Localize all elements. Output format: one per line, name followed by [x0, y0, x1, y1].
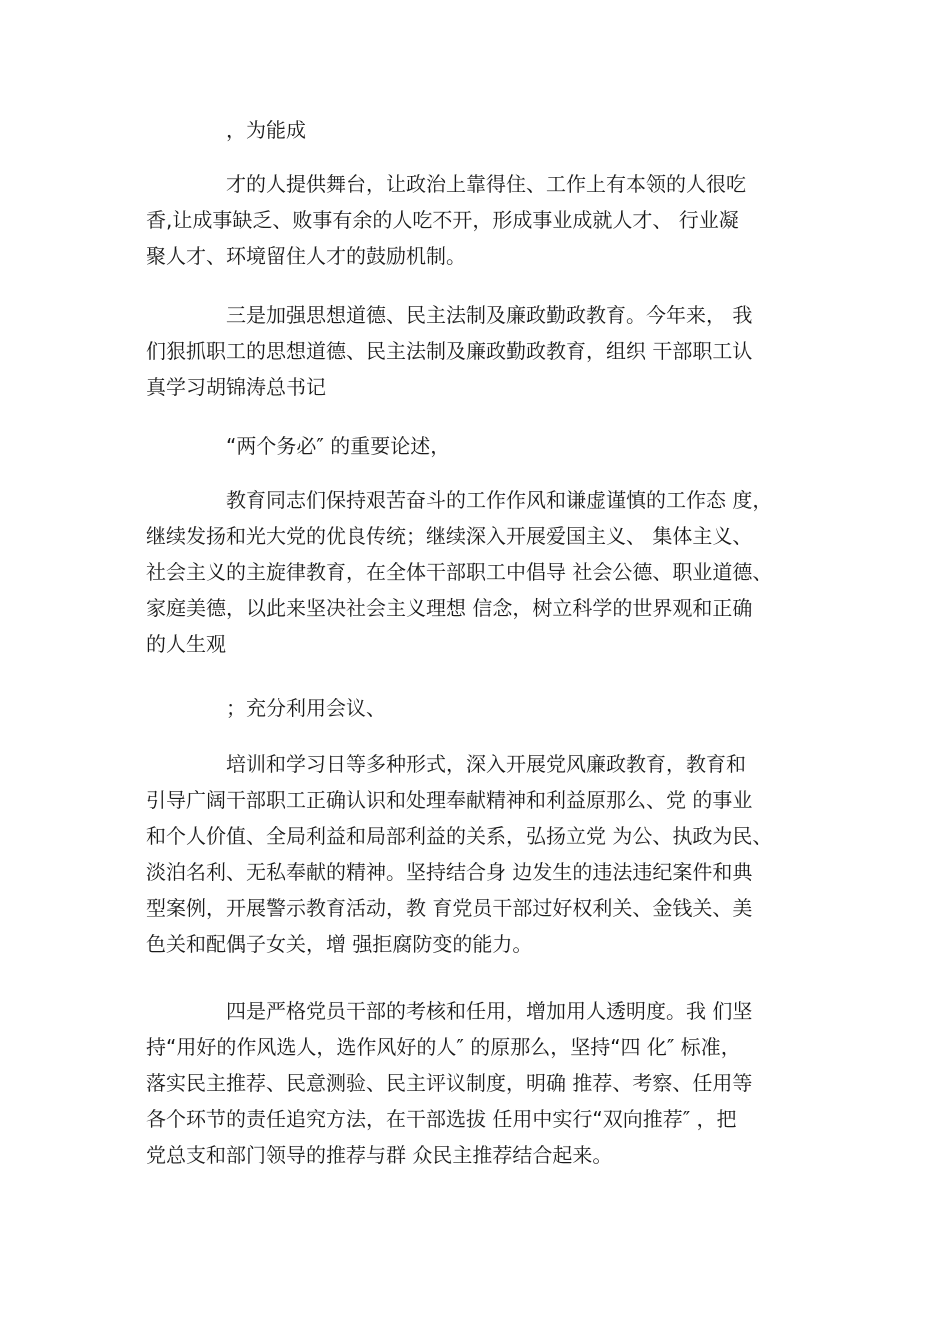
- text-line: 真学习胡锦涛总书记: [146, 375, 326, 399]
- text-line: 淡泊名利、无私奉献的精神。坚持结合身 边发生的违法违纪案件和典: [146, 860, 753, 884]
- text-line: ；充分利用会议、: [146, 696, 386, 720]
- text-line: 四是严格党员干部的考核和任用，增加用人透明度。我 们坚: [146, 999, 753, 1023]
- paragraph: [146, 690, 826, 726]
- text-line: “两个务必″ 的重要论述，: [146, 434, 451, 458]
- text-line: 引导广阔干部职工正确认识和处理奉献精神和利益原那么、党 的事业: [146, 788, 753, 812]
- text-line: 党总支和部门领导的推荐与群 众民主推荐结合起来。: [146, 1143, 613, 1167]
- paragraph: [146, 482, 826, 662]
- paragraph: [146, 993, 826, 1173]
- text-line: 培训和学习日等多种形式，深入开展党风廉政教育，教育和: [146, 752, 746, 776]
- text-line: 香,让成事缺乏、败事有余的人吃不开，形成事业成就人才、 行业凝: [146, 208, 739, 232]
- text-line: 聚人才、环境留住人才的鼓励机制。: [146, 244, 466, 268]
- text-line: 三是加强思想道德、民主法制及廉政勤政教育。今年来， 我: [146, 303, 753, 327]
- text-line: 型案例，开展警示教育活动，教 育党员干部过好权利关、金钱关、美: [146, 896, 753, 920]
- paragraph: [146, 428, 826, 464]
- text-line: ，为能成: [146, 118, 306, 142]
- text-line: 落实民主推荐、民意测验、民主评议制度，明确 推荐、考察、任用等: [146, 1071, 753, 1095]
- text-line: 们狠抓职工的思想道德、民主法制及廉政勤政教育，组织 干部职工认: [146, 339, 753, 363]
- text-line: 持“用好的作风选人，选作风好的人″ 的原那么，坚持“四 化″ 标准，: [146, 1035, 741, 1059]
- text-line: 色关和配偶子女关，增 强拒腐防变的能力。: [146, 932, 533, 956]
- text-line: 各个环节的责任追究方法，在干部选拔 任用中实行“双向推荐″ ，把: [146, 1107, 737, 1131]
- paragraph: [146, 297, 826, 405]
- text-line: 继续发扬和光大党的优良传统；继续深入开展爱国主义、 集体主义、: [146, 524, 753, 548]
- text-line: 家庭美德，以此来坚决社会主义理想 信念，树立科学的世界观和正确: [146, 596, 753, 620]
- paragraph: [146, 746, 826, 962]
- paragraph: [146, 166, 826, 274]
- text-line: 的人生观: [146, 632, 226, 656]
- text-line: 和个人价值、全局利益和局部利益的关系，弘扬立党 为公、执政为民、: [146, 824, 773, 848]
- text-line: 才的人提供舞台，让政治上靠得住、工作上有本领的人很吃: [146, 172, 746, 196]
- paragraph: [146, 112, 826, 148]
- text-line: 社会主义的主旋律教育，在全体干部职工中倡导 社会公德、职业道德、: [146, 560, 773, 584]
- text-line: 教育同志们保持艰苦奋斗的工作作风和谦虚谨慎的工作态 度，: [146, 488, 773, 512]
